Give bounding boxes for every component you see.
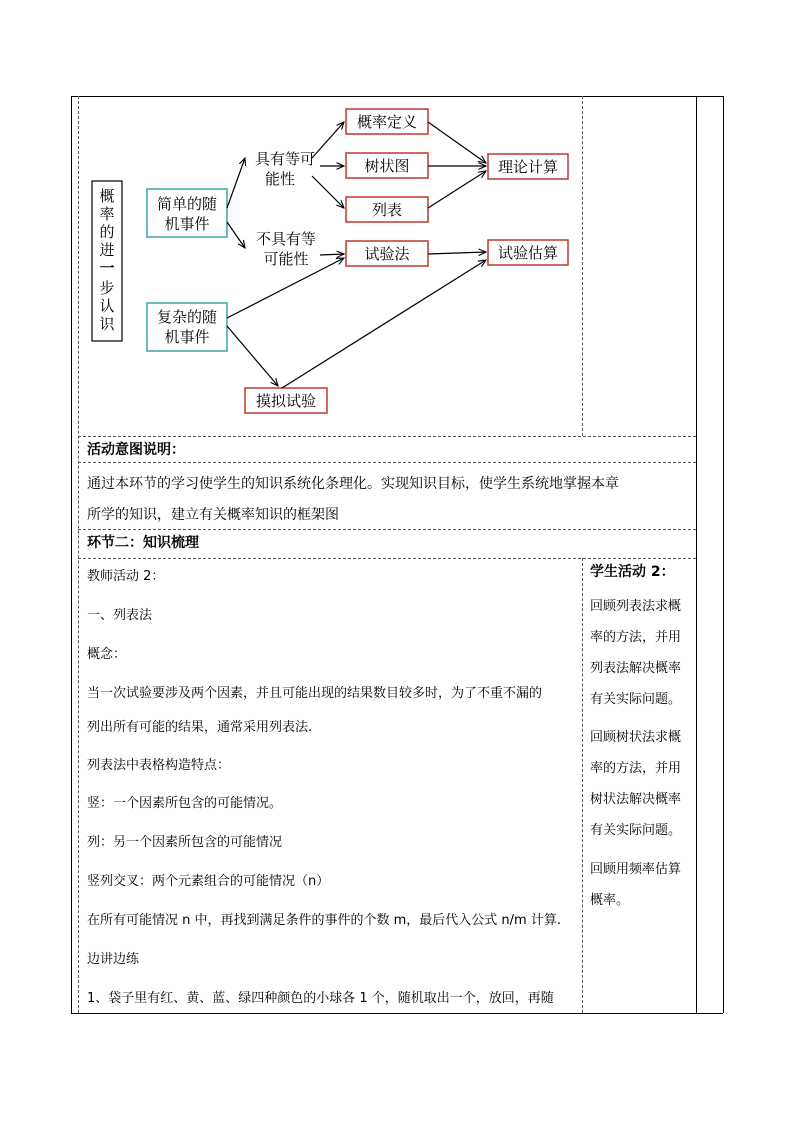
- column-divider-bottom: [582, 558, 583, 1013]
- teacher-line: 在所有可能情况 n 中，再找到满足条件的事件的个数 m，最后代入公式 n/m 计算.: [87, 913, 561, 928]
- root-char: 概: [99, 187, 115, 205]
- student-line: 回顾树状法求概: [590, 730, 682, 745]
- teacher-line: 列出所有可能的结果，通常采用列表法.: [87, 720, 313, 735]
- experiment-estimate-label: 试验估算: [497, 244, 559, 262]
- theoretical-calc-label: 理论计算: [497, 158, 559, 176]
- teacher-line: 一、列表法: [87, 608, 153, 623]
- student-heading: 学生活动 2：: [590, 564, 675, 580]
- table-inner-right-border: [696, 96, 697, 1013]
- intent-text-line: 通过本环节的学习使学生的知识系统化条理化。实现知识目标，使学生系统地掌握本章: [87, 476, 619, 492]
- root-char: 认: [99, 297, 115, 315]
- column-divider-top: [582, 96, 583, 436]
- root-char: 率: [99, 205, 115, 223]
- row-divider-1: [78, 436, 696, 437]
- root-char: 步: [99, 279, 115, 297]
- root-char: 的: [99, 223, 115, 241]
- teacher-line: 教师活动 2：: [87, 569, 165, 584]
- student-line: 树状法解决概率: [590, 792, 682, 807]
- student-line: 回顾列表法求概: [590, 599, 682, 614]
- arrow: [312, 122, 344, 158]
- student-line: 有关实际问题。: [590, 692, 682, 707]
- concept-map-diagram: [80, 98, 580, 434]
- root-char: 一: [99, 259, 115, 277]
- arrow: [428, 171, 486, 208]
- table-bottom-border: [71, 1013, 723, 1014]
- arrow: [282, 260, 486, 388]
- simple-event-label: 简单的随: [156, 195, 218, 213]
- equal-possibility-label: 具有等可: [254, 150, 316, 168]
- teacher-line: 当一次试验要涉及两个因素，并且可能出现的结果数目较多时，为了不重不漏的: [87, 686, 543, 701]
- unequal-possibility-label: 可能性: [263, 250, 309, 268]
- teacher-line: 列：另一个因素所包含的可能情况: [87, 835, 283, 850]
- arrow: [227, 222, 245, 248]
- root-char: 进: [99, 241, 115, 259]
- student-line: 概率。: [590, 893, 630, 908]
- complex-event-label: 机事件: [164, 328, 210, 346]
- intent-heading: 活动意图说明：: [87, 442, 185, 458]
- teacher-line: 概念：: [87, 647, 127, 662]
- simple-event-label: 机事件: [164, 215, 210, 233]
- student-line: 列表法解决概率: [590, 661, 682, 676]
- section2-heading: 环节二：知识梳理: [87, 535, 199, 551]
- student-line: 率的方法，并用: [590, 630, 682, 645]
- teacher-line: 边讲边练: [87, 952, 140, 967]
- arrow: [227, 158, 245, 208]
- tree-diagram-label: 树状图: [364, 157, 410, 175]
- unequal-possibility-label: 不具有等: [255, 230, 317, 248]
- table-top-border: [71, 96, 723, 97]
- teacher-line: 1、袋子里有红、黄、蓝、绿四种颜色的小球各 1 个，随机取出一个，放回，再随: [87, 991, 554, 1006]
- teacher-line: 列表法中表格构造特点：: [87, 758, 231, 773]
- arrow: [227, 326, 278, 386]
- student-line: 回顾用频率估算: [590, 862, 682, 877]
- probability-definition-label: 概率定义: [356, 113, 418, 131]
- table-left-border: [71, 96, 72, 1013]
- inner-left-dashed: [78, 96, 79, 1013]
- student-line: 率的方法，并用: [590, 761, 682, 776]
- equal-possibility-label: 能性: [264, 170, 296, 188]
- list-method-label: 列表: [371, 201, 403, 219]
- row-divider-4: [78, 558, 696, 559]
- complex-event-label: 复杂的随: [156, 308, 218, 326]
- arrow: [312, 176, 344, 208]
- arrow: [320, 254, 344, 255]
- arrow: [428, 122, 486, 163]
- root-char: 识: [99, 315, 115, 333]
- row-divider-2: [78, 462, 696, 463]
- intent-text-line: 所学的知识，建立有关概率知识的框架图: [87, 507, 339, 523]
- table-right-border: [723, 96, 724, 1013]
- row-divider-3: [78, 529, 696, 530]
- experiment-method-label: 试验法: [364, 245, 410, 263]
- teacher-line: 竖列交叉：两个元素组合的可能情况（n）: [87, 874, 330, 889]
- student-line: 有关实际问题。: [590, 823, 682, 838]
- simulation-label: 摸拟试验: [255, 392, 317, 410]
- arrow: [428, 252, 486, 254]
- teacher-line: 竖：一个因素所包含的可能情况。: [87, 796, 283, 811]
